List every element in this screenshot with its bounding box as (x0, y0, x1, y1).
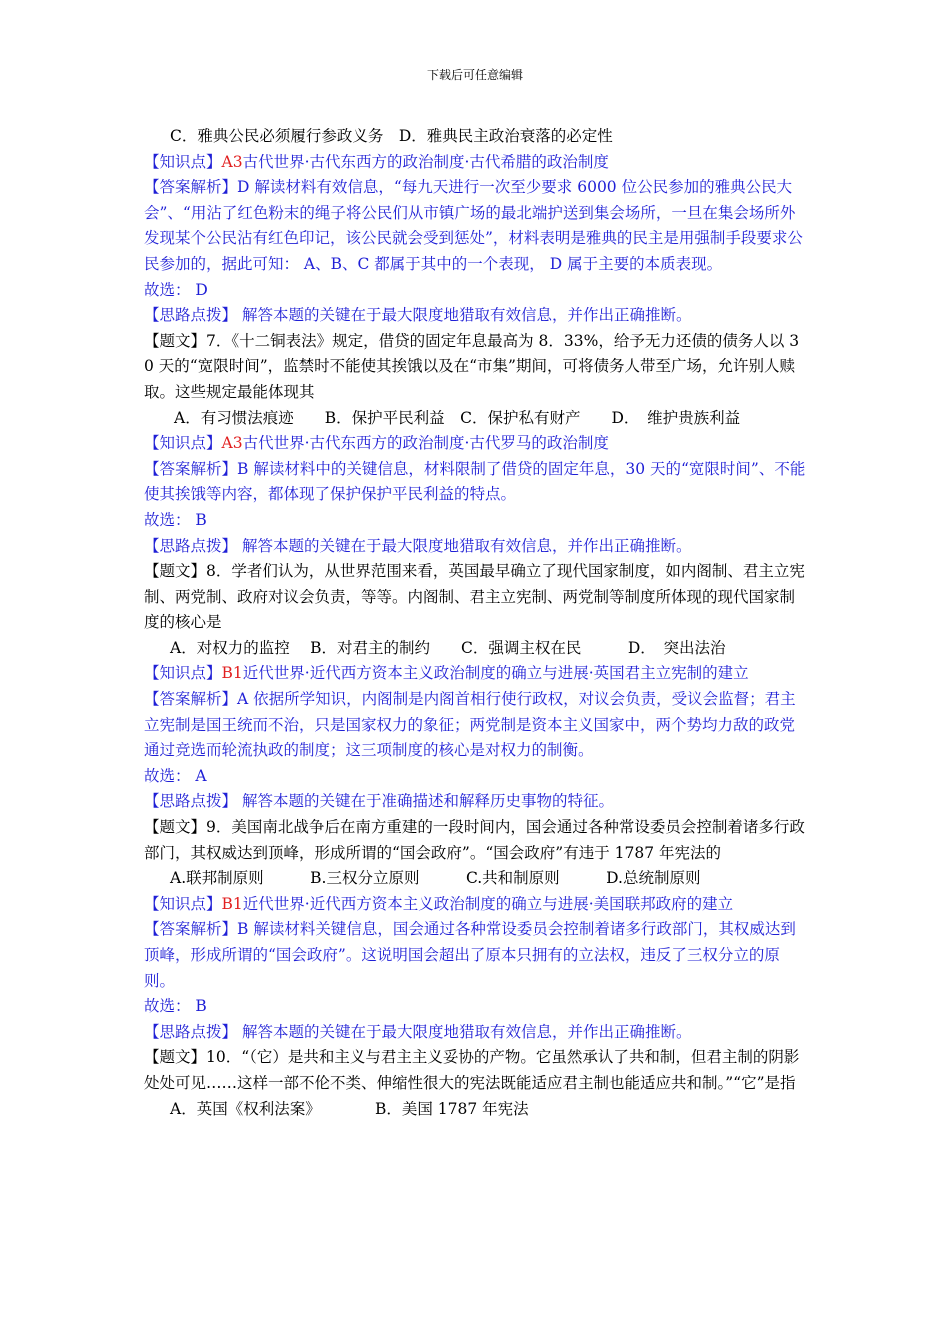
kp-code: A3 (221, 152, 243, 171)
tip-text: 解答本题的关键在于最大限度地猎取有效信息，并作出正确推断。 (237, 1022, 692, 1041)
q6-tip (144, 303, 808, 329)
kp-text: 近代世界·近代西方资本主义政治制度的确立与进展·美国联邦政府的建立 (242, 894, 734, 913)
q9-answer-analysis (144, 917, 808, 994)
ans-text: B 解读材料关键信息，国会通过各种常设委员会控制着诸多行政部门，其权威达到顶峰，形成所谓的“国会政府”。这说明国会超出了原本只拥有的立法权，违反了三权分立的原则。 (144, 920, 796, 990)
kp-code: B1 (221, 664, 243, 683)
q6-choice: 故选： D (144, 280, 208, 299)
q6-options-cd: C．雅典公民必须履行参政义务 D．雅典民主政治衰落的必定性 (170, 127, 613, 145)
kp-text: 古代世界·古代东西方的政治制度·古代罗马的政治制度 (242, 434, 609, 453)
tip-text: 解答本题的关键在于最大限度地猎取有效信息，并作出正确推断。 (237, 536, 692, 555)
q8-knowledge-point (144, 661, 808, 687)
q7-tip (144, 534, 808, 560)
ans-text: A 依据所学知识，内阁制是内阁首相行使行政权，对议会负责，受议会监督；君主立宪制是国王统而不治，只是国家权力的象征；两党制是资本主义国家中，两个势均力敌的政党通过竞选而轮流执政的制度；这三项制度的核心是对权力的制衡。 (144, 690, 796, 760)
ans-text: D 解读材料有效信息，“每九天进行一次至少要求 6000 位公民参加的雅典公民大会”、“用沾了红色粉末的绳子将公民们从市镇广场的最北端护送到集会场所，一旦在集会场所外发现某个公民沾有红色印记，该公民就会受到惩处”，材料表明是雅典的民主是用强制手段要求公民参加的，据此可知： A、B、C 都属于其中的一个表现， D 属于主要的本质表现。 (144, 178, 803, 273)
q8-tip (144, 789, 808, 815)
document-body (144, 124, 808, 1122)
q7-stem: 【题文】7．《十二铜表法》规定，借贷的固定年息最高为 8．33%，给予无力还债的债务人以 30 天的“宽限时间”，监禁时不能使其挨饿以及在“市集”期间，可将债务人带至广场，允许别人赎取。这些规定最能体现其 (144, 331, 800, 401)
tip-text: 解答本题的关键在于准确描述和解释历史事物的特征。 (237, 792, 614, 811)
kp-text: 古代世界·古代东西方的政治制度·古代希腊的政治制度 (242, 152, 609, 171)
q8-choice: 故选： A (144, 766, 207, 785)
kp-text: 近代世界·近代西方资本主义政治制度的确立与进展·英国君主立宪制的建立 (242, 664, 749, 683)
kp-code: B1 (221, 894, 243, 913)
ans-text: B 解读材料中的关键信息，材料限制了借贷的固定年息，30 天的“宽限时间”、不能使其挨饿等内容，都体现了保护保护平民利益的特点。 (144, 459, 806, 504)
ans-label: 【答案解析】 (144, 690, 238, 709)
q7-answer-analysis (144, 457, 808, 508)
q7-knowledge-point (144, 431, 808, 457)
kp-label: 【知识点】 (144, 434, 222, 453)
q9-stem: 【题文】9．美国南北战争后在南方重建的一段时间内，国会通过各种常设委员会控制着诸多行政部门，其权威达到顶峰，形成所谓的“国会政府”。“国会政府”有违于 1787 年宪法的 (144, 818, 805, 862)
ans-label: 【答案解析】 (144, 459, 238, 478)
tip-text: 解答本题的关键在于最大限度地猎取有效信息，并作出正确推断。 (237, 306, 692, 325)
q8-stem: 【题文】8．学者们认为，从世界范围来看，英国最早确立了现代国家制度，如内阁制、君主立宪制、两党制、政府对议会负责，等等。内阁制、君主立宪制、两党制等制度所体现的现代国家制度的核心是 (144, 562, 805, 632)
page-header: 下载后可任意编辑 (426, 68, 523, 82)
kp-label: 【知识点】 (144, 152, 222, 171)
q10-stem: 【题文】10．“（它）是共和主义与君主主义妥协的产物。它虽然承认了共和制，但君主制的阴影处处可见……这样一部不伦不类、伸缩性很大的宪法既能适应君主制也能适应共和制。”“它”是指 (144, 1048, 800, 1092)
tip-label: 【思路点拨】 (144, 536, 238, 555)
tip-label: 【思路点拨】 (144, 1022, 238, 1041)
tip-label: 【思路点拨】 (144, 792, 238, 811)
kp-label: 【知识点】 (144, 894, 222, 913)
q9-knowledge-point (144, 892, 808, 918)
ans-label: 【答案解析】 (144, 920, 238, 939)
q7-options: A．有习惯法痕迹 B．保护平民利益 C．保护私有财产 D． 维护贵族利益 (174, 408, 741, 427)
kp-code: A3 (221, 434, 243, 453)
q6-knowledge-point (144, 150, 808, 176)
q8-answer-analysis (144, 687, 808, 764)
q8-options: A．对权力的监控 B．对君主的制约 C．强调主权在民 D． 突出法治 (170, 638, 726, 657)
kp-label: 【知识点】 (144, 664, 222, 683)
q10-options: A．英国《权利法案》 B．美国 1787 年宪法 (170, 1099, 529, 1118)
q6-answer-analysis (144, 175, 808, 277)
q9-options: A.联邦制原则 B.三权分立原则 C.共和制原则 D.总统制原则 (170, 869, 701, 888)
tip-label: 【思路点拨】 (144, 306, 238, 325)
ans-label: 【答案解析】 (144, 178, 238, 197)
q9-choice: 故选： B (144, 997, 207, 1016)
q7-choice: 故选： B (144, 510, 207, 529)
q9-tip (144, 1020, 808, 1046)
